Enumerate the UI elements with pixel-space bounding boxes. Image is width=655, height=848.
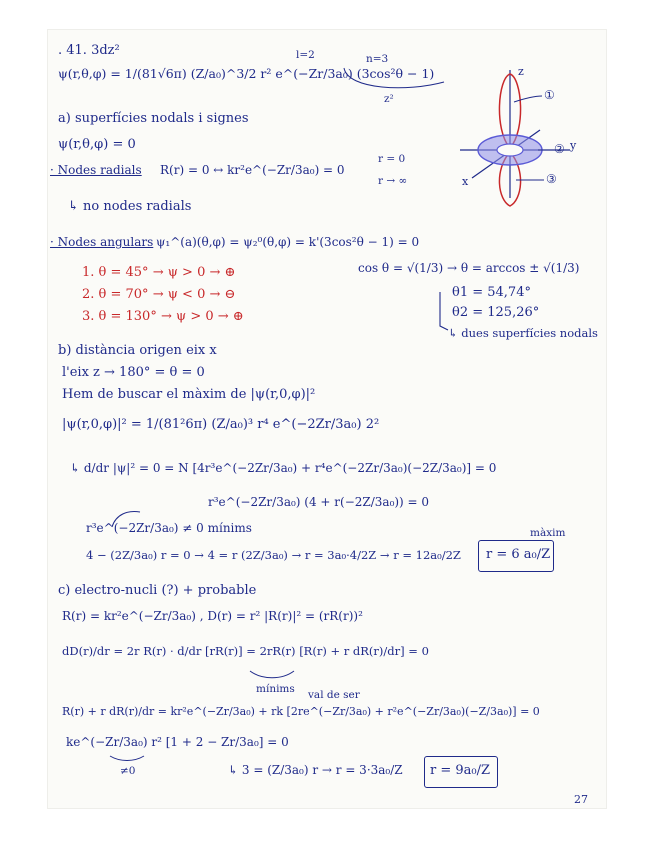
radial-distribution-definition: R(r) = kr²e^(−Zr/3a₀) , D(r) = r² |R(r)|² = (rR(r))² bbox=[62, 609, 363, 623]
radial-root-zero: r = 0 bbox=[378, 153, 406, 165]
radial-root-infinity: r → ∞ bbox=[378, 175, 408, 187]
part-c-solve: ↳ 3 = (Z/3a₀) r → r = 3·3a₀/Z bbox=[228, 763, 403, 777]
part-b-axis-line: l'eix z → 180° = θ = 0 bbox=[62, 365, 205, 380]
problem-number: . 41. 3dz² bbox=[58, 43, 120, 58]
sign-region-2: 2. θ = 70° → ψ < 0 → ⊖ bbox=[82, 287, 236, 302]
angular-nodes-label: · Nodes angulars bbox=[50, 235, 154, 249]
no-radial-nodes: ↳ no nodes radials bbox=[68, 199, 192, 214]
part-a-heading: a) superfícies nodals i signes bbox=[58, 111, 249, 126]
part-c-result: r = 9a₀/Z bbox=[430, 763, 491, 778]
sign-region-3: 3. θ = 130° → ψ > 0 → ⊕ bbox=[82, 309, 244, 324]
probability-density-equation: |ψ(r,0,φ)|² = 1/(81²6π) (Z/a₀)³ r⁴ e^(−2Zr/3a₀) 2² bbox=[62, 417, 380, 432]
z-axis-label: z bbox=[518, 65, 524, 78]
not-minimum-note: r³e^(−2Zr/3a₀) ≠ 0 mínims bbox=[86, 521, 252, 535]
y-axis-label: y bbox=[570, 139, 577, 152]
part-c-heading: c) electro-nucli (?) + probable bbox=[58, 583, 257, 598]
part-b-maximum-line: Hem de buscar el màxim de |ψ(r,0,φ)|² bbox=[62, 387, 316, 402]
page-number: 27 bbox=[574, 793, 588, 806]
factored-equation: ke^(−Zr/3a₀) r² [1 + 2 − Zr/3a₀] = 0 bbox=[66, 735, 289, 749]
expanded-derivative: R(r) + r dR(r)/dr = kr²e^(−Zr/3a₀) + rk [2re^(−Zr/3a₀) + r²e^(−Zr/3a₀)(−Z/3a₀)] = 0 bbox=[62, 705, 540, 718]
theta-bracket bbox=[440, 292, 448, 330]
nonzero-note: ≠0 bbox=[120, 765, 136, 777]
cos-theta-equation: cos θ = √(1/3) → θ = arccos ± √(1/3) bbox=[358, 261, 580, 275]
wavefunction-equation: ψ(r,θ,φ) = 1/(81√6π) (Z/a₀)^3/2 r² e^(−Zr/3a₀) (3cos²θ − 1) bbox=[58, 66, 435, 81]
annotation-n: n=3 bbox=[366, 53, 389, 65]
sign-region-1: 1. θ = 45° → ψ > 0 → ⊕ bbox=[82, 265, 236, 280]
part-b-result: r = 6 a₀/Z bbox=[486, 547, 551, 562]
diagram-label-3: ③ bbox=[546, 172, 557, 186]
derivative-line-1: ↳ d/dr |ψ|² = 0 = N [4r³e^(−2Zr/3a₀) + r⁴e^(−2Zr/3a₀)(−2Z/3a₀)] = 0 bbox=[70, 461, 497, 475]
torus-inner bbox=[497, 144, 523, 156]
valid-note: val de ser bbox=[308, 689, 360, 701]
bracket-cos bbox=[344, 68, 444, 88]
theta-2-value: θ2 = 125,26° bbox=[452, 305, 540, 320]
radial-nodes-label: · Nodes radials bbox=[50, 163, 142, 177]
two-nodal-surfaces: ↳ dues superfícies nodals bbox=[448, 326, 598, 340]
notebook-page bbox=[48, 30, 606, 808]
radial-nodes-equation: R(r) = 0 ↔ kr²e^(−Zr/3a₀) = 0 bbox=[160, 163, 345, 177]
annotation-z2: z² bbox=[384, 93, 394, 105]
angular-nodes-equation: ψ₁^(a)(θ,φ) = ψ₂⁰(θ,φ) = k'(3cos²θ − 1) = 0 bbox=[156, 235, 420, 249]
part-b-heading: b) distància origen eix x bbox=[58, 343, 217, 358]
distribution-derivative: dD(r)/dr = 2r R(r) · d/dr [rR(r)] = 2rR(r) [R(r) + r dR(r)/dr] = 0 bbox=[62, 644, 429, 658]
part-a-nodal-equation: ψ(r,θ,φ) = 0 bbox=[58, 137, 136, 152]
annotation-l: l=2 bbox=[296, 49, 315, 61]
brace-minims bbox=[250, 671, 294, 678]
brace-neq0 bbox=[110, 756, 144, 761]
minims-note: mínims bbox=[256, 683, 295, 695]
diagram-label-1: ① bbox=[544, 88, 555, 102]
theta-1-value: θ1 = 54,74° bbox=[452, 285, 531, 300]
x-axis-label: x bbox=[462, 175, 469, 188]
pointer-1 bbox=[514, 96, 542, 102]
part-b-solve: 4 − (2Z/3a₀) r = 0 → 4 = r (2Z/3a₀) → r = 3a₀·4/2Z → r = 12a₀/2Z bbox=[86, 548, 461, 562]
maximum-note: màxim bbox=[530, 527, 566, 539]
diagram-label-2: ② bbox=[554, 142, 565, 156]
derivative-line-2: r³e^(−2Zr/3a₀) (4 + r(−2Z/3a₀)) = 0 bbox=[208, 495, 430, 509]
